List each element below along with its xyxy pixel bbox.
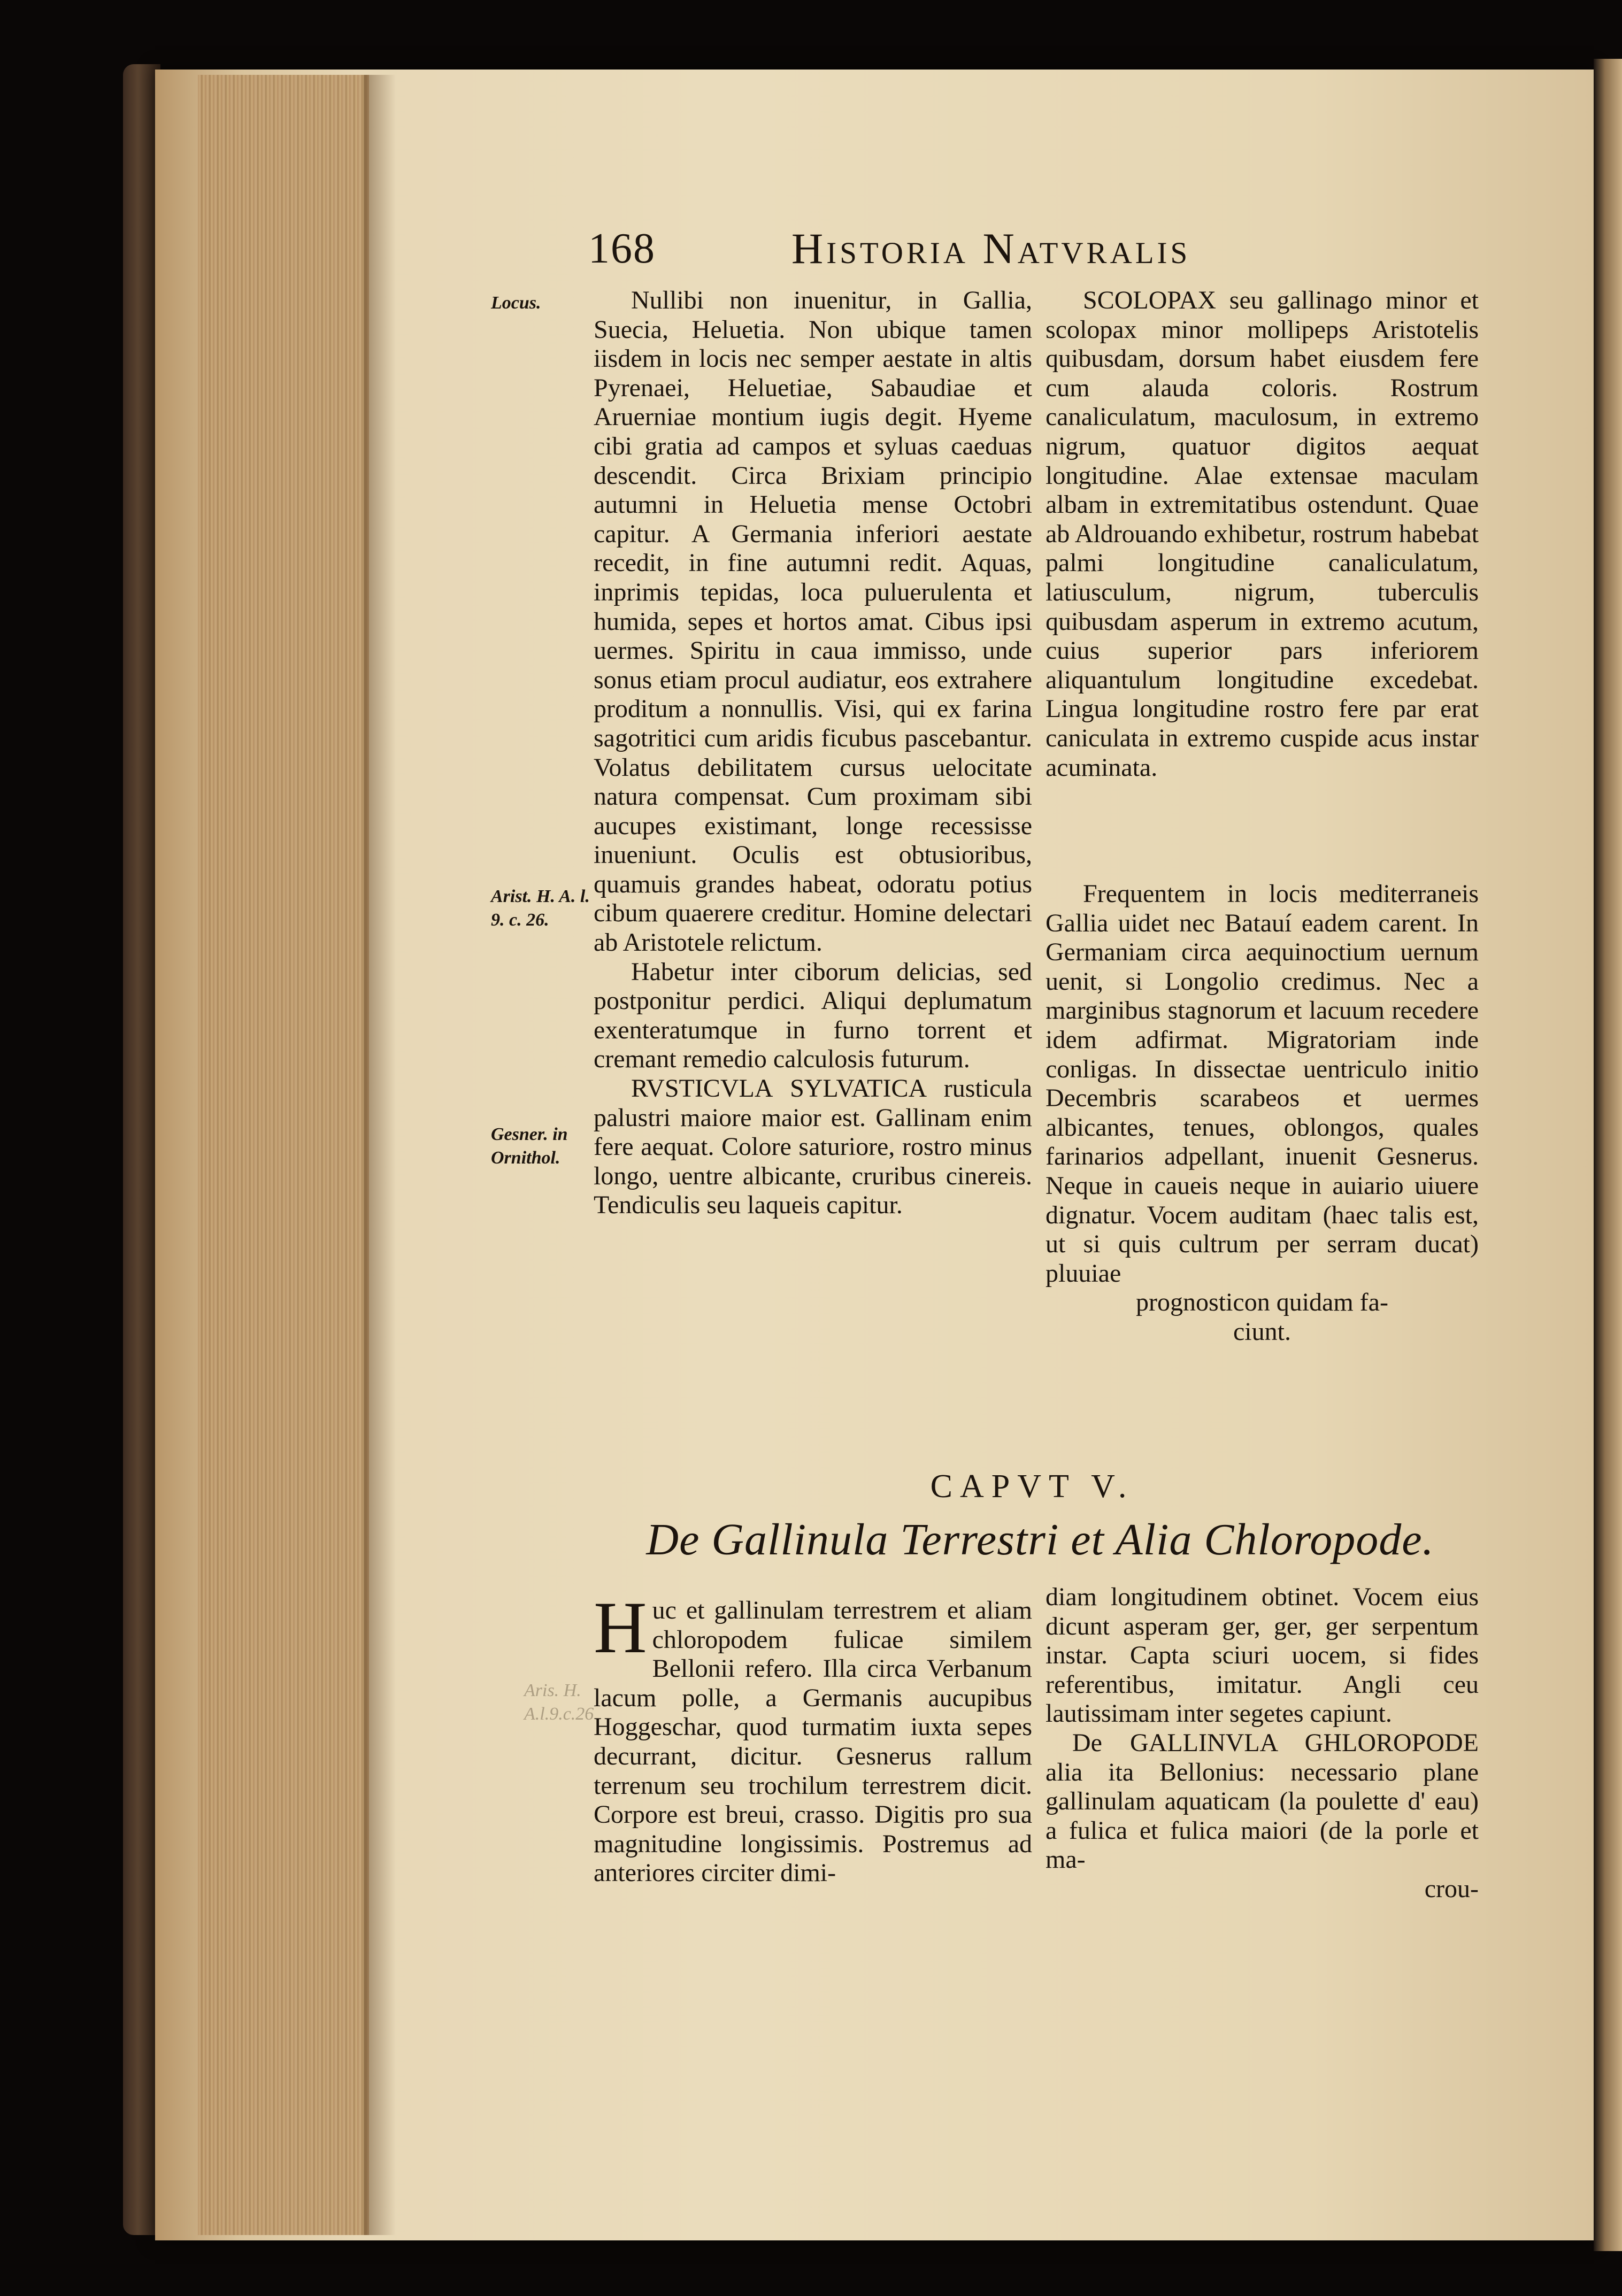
margin-note-locus: Locus.	[491, 293, 541, 313]
paragraph-tail: ciunt.	[1233, 1317, 1291, 1346]
paragraph-tail: prognosticon quidam fa-	[1136, 1288, 1388, 1317]
paragraph: Nullibi non inuenitur, in Gallia, Suecia, Heluetia. Non ubique tamen iisdem in locis nec semper aestate in altis Pyrenaei, Heluetiae, Sabaudiae et Aruerniae montium iugis degit. Hyeme cibi gratia ad campos et syluas caeduas descendit. Circa Brixiam principio autumni in Heluetia mense Octobri capitur. A Germania inferiori aestate recedit, in fine autumni redit. Aquas, inprimis tepidas, loca puluerulenta et humida, sepes et hortos amat. Cibus ipsi uermes. Spiritu in caua immisso, unde sonus etiam procul audiatur, eos extrahere proditum a nonnullis. Visi, qui ex farina sagotritici cum aridis ficubus pascebantur. Volatus debilitatem cursus uelocitate natura compensat. Cum proximam sibi aucupes existimant, longe recessisse inueniunt. Oculis est obtusioribus, quamuis grandes habeat, odoratu potius cibum quaerere creditur. Homine delectari ab Aristotele relictum.	[594, 286, 1032, 957]
paragraph: De GALLINVLA GHLOROPODE alia ita Bellonius: necessario plane gallinulam aquaticam (la poulette d' eau) a fulica et fulica maiori (de la porle et ma-	[1046, 1728, 1479, 1874]
column-left-lower	[594, 1586, 1032, 1888]
catchword: crou-	[1424, 1874, 1479, 1903]
drop-cap: H	[594, 1586, 647, 1668]
chapter-heading: CAPVT V.	[930, 1468, 1134, 1505]
running-title: Historia Natvralis	[791, 224, 1191, 273]
margin-note-bleedthrough: Aris. H. A.l.9.c.26	[524, 1681, 594, 1724]
frequentem-section	[1046, 880, 1479, 1347]
column-left-upper	[594, 286, 1032, 1220]
margin-note-gesner: Gesner. in Ornithol.	[491, 1124, 568, 1168]
chapter-title: De Gallinula Terrestri et Alia Chloropode.	[646, 1515, 1434, 1565]
paragraph: Frequentem in locis mediterraneis Gallia uidet nec Batauí eadem carent. In Germaniam circa aequinoctium uernum uenit, si Longolio credimus. Nec a marginibus stagnorum et lacuum recedere idem adfirmat. Migratoriam inde conligas. In dissectae uentriculo initio Decembris scarabeos et uermes albicantes, tenues, oblongos, quales farinarios adpellant, inuenit Gesnerus. Neque in caueis neque in auiario uiuere dignatur. Vocem auditam (haec talis est, ut si quis cultrum per serram ducat) pluuiae	[1046, 880, 1479, 1288]
paragraph: SCOLOPAX seu gallinago minor et scolopax minor mollipeps Aristotelis quibusdam, dorsum habet eiusdem fere cum alauda coloris. Rostrum canaliculatum, maculosum, in extremo nigrum, quatuor digitos aequat longitudine. Alae extensae maculam albam in extremitatibus ostendunt. Quae ab Aldrouando exhibetur, rostrum habebat palmi longitudine canaliculatum, latiusculum, nigrum, tuberculis quibusdam asperum in extremo acutum, cuius superior pars inferiorem aliquantulum longitudine excedebat. Lingua longitudine rostro fere par erat caniculata in extremo cuspide acus instar acuminata.	[1046, 286, 1479, 782]
page-number: 168	[588, 225, 656, 272]
margin-note-aristotle: Arist. H. A. l. 9. c. 26.	[491, 887, 590, 930]
column-right-upper	[1046, 286, 1479, 1347]
paragraph	[594, 1586, 1032, 1888]
paragraph: diam longitudinem obtinet. Vocem eius dicunt asperam ger, ger, ger serpentum instar. Capta sciuri uocem, si fides referentibus, imitatur. Angli ceu lautissimam inter segetes capiunt.	[1046, 1583, 1479, 1728]
scolopax-section	[1046, 286, 1479, 842]
paragraph: RVSTICVLA SYLVATICA rusticula palustri maiore maior est. Gallinam enim fere aequat. Colore saturiore, rostro minus longo, uentre albicante, cruribus cinereis. Tendiculis seu laqueis capitur.	[594, 1074, 1032, 1220]
running-head	[588, 219, 1401, 278]
paragraph: Habetur inter ciborum delicias, sed postponitur perdici. Aliqui deplumatum exenteratumque in furno torrent et cremant remedio calculosis futurum.	[594, 957, 1032, 1074]
paragraph-text: uc et gallinulam terrestrem et aliam chloropodem fulicae similem Bellonii refero. Illa circa Verbanum lacum polle, a Germanis aucupibus Hoggeschar, quod turmatim iuxta sepes decurrant, dicitur. Gesnerus rallum terrenum seu trochilum terrestrem dicit. Corpore est breui, crasso. Digitis pro sua magnitudine longissimis. Postremus ad anteriores circiter dimi-	[594, 1596, 1032, 1887]
column-right-lower	[1046, 1583, 1479, 1904]
